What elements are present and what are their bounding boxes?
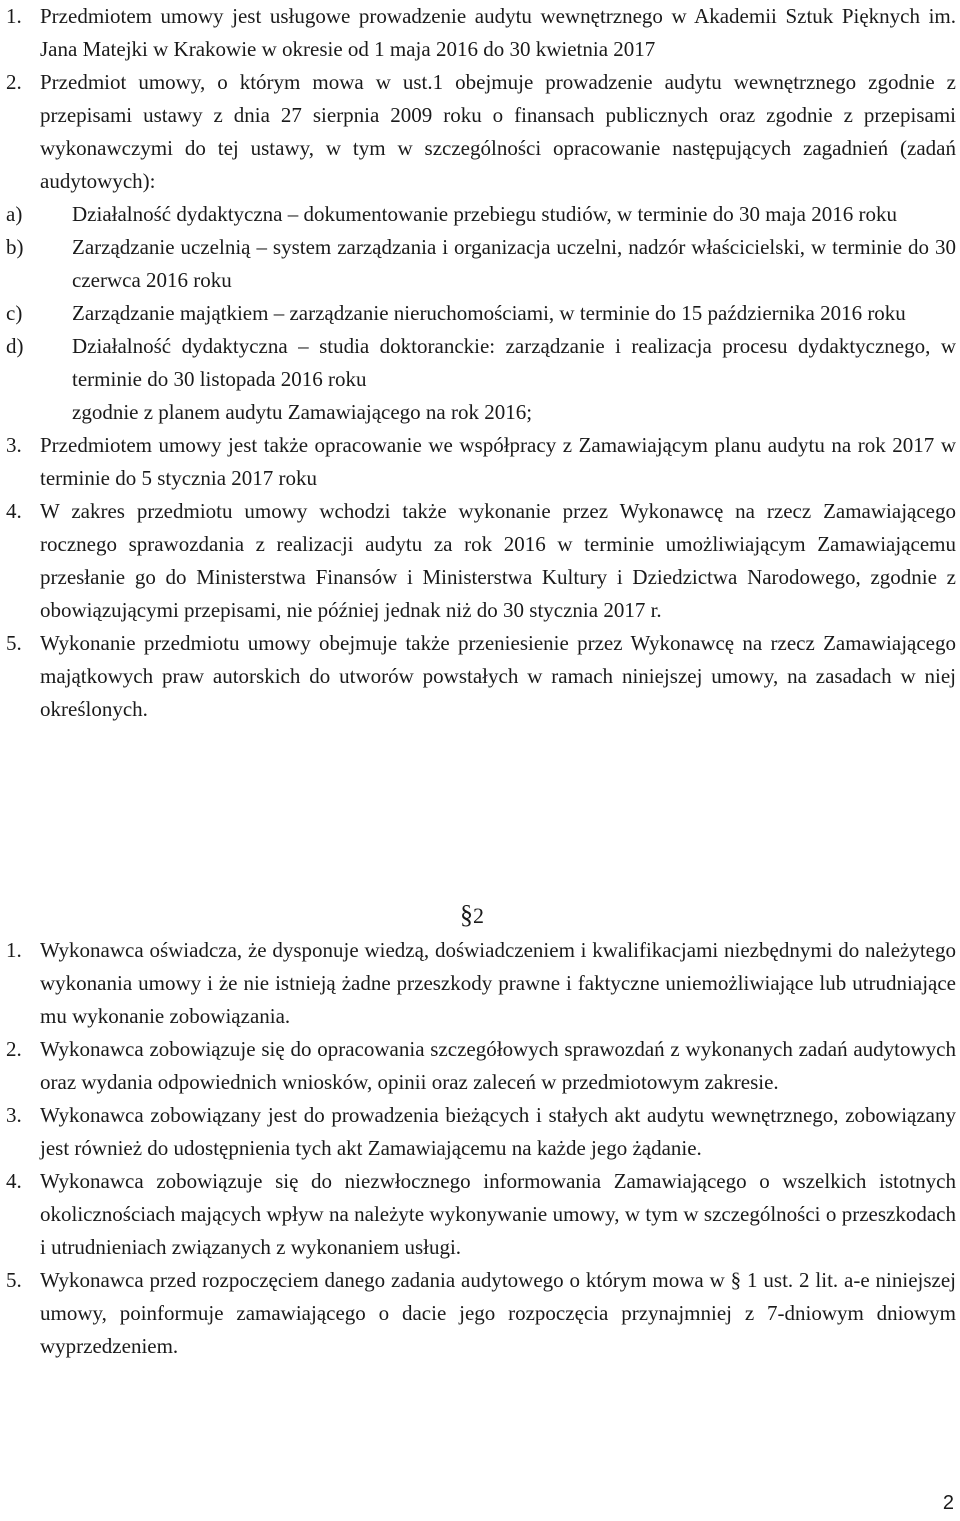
item-text: W zakres przedmiotu umowy wchodzi także wykonanie przez Wykonawcę na rzecz Zamawiającego rocznego sprawozdania z realizacji audytu za rok 2016 w terminie umożliwiającym Zamawiającemu przesłanie go do Ministerstwa Finansów i Ministerstwa Kultury i Dziedzictwa Narodowego, zgodnie z obowiązującymi przepisami, nie później jednak niż do 30 stycznia 2017 r. [40, 499, 956, 622]
item-text: Przedmiotem umowy jest usługowe prowadzenie audytu wewnętrznego w Akademii Sztuk Pięknych im. Jana Matejki w Krakowie w okresie od 1 maja 2016 do 30 kwietnia 2017 [40, 4, 956, 61]
item-text: Wykonawca zobowiązuje się do opracowania szczegółowych sprawozdań z wykonanych zadań audytowych oraz wydania odpowiednich wniosków, opinii oraz zaleceń w przedmiotowym zakresie. [40, 1037, 956, 1094]
paragraph-2-body [0, 934, 956, 1363]
item-number: 1. [6, 4, 22, 28]
item-text: Wykonawca zobowiązuje się do niezwłocznego informowania Zamawiającego o wszelkich istotnych okolicznościach mających wpływ na należyte wykonywanie umowy, w tym w szczególności o przeszkodach i utrudnieniach związanych z wykonaniem usługi. [40, 1169, 956, 1259]
item-number: 5. [6, 1268, 22, 1292]
item-text: Wykonawca przed rozpoczęciem danego zadania audytowego o którym mowa w § 1 ust. 2 lit. a-e niniejszej umowy, poinformuje zamawiającego o dacie jego rozpoczęcia przynajmniej z 7-dniowym dniowym wyprzedzeniem. [40, 1268, 956, 1358]
sub-item-letter: a) [6, 202, 23, 226]
item-number: 2. [6, 1037, 22, 1061]
sub-item-letter: b) [6, 235, 24, 259]
sub-item-letter: d) [6, 334, 24, 358]
sub-item [0, 231, 956, 297]
sub-item [0, 198, 956, 231]
item-number: 3. [6, 1103, 22, 1127]
item-text: Wykonawca oświadcza, że dysponuje wiedzą, doświadczeniem i kwalifikacjami niezbędnymi do należytego wykonania umowy i że nie istnieją żadne przeszkody prawne i faktyczne uniemożliwiające lub utrudniające mu wykonanie zobowiązania. [40, 938, 956, 1028]
list-item [0, 627, 956, 726]
sub-item [0, 330, 956, 396]
sub-item-text: Zarządzanie uczelnią – system zarządzania i organizacja uczelni, nadzór właścicielski, w terminie do 30 czerwca 2016 roku [72, 235, 956, 292]
sub-item-text: Działalność dydaktyczna – dokumentowanie przebiegu studiów, w terminie do 30 maja 2016 roku [72, 202, 897, 226]
item-number: 4. [6, 1169, 22, 1193]
section-sign: § [460, 900, 473, 929]
list-item [0, 1099, 956, 1165]
sub-item [0, 297, 956, 330]
item-number: 4. [6, 499, 22, 523]
item-text: Wykonawca zobowiązany jest do prowadzenia bieżących i stałych akt audytu wewnętrznego, zobowiązany jest również do udostępnienia tych akt Zamawiającemu na każde jego żądanie. [40, 1103, 956, 1160]
item-text: Przedmiot umowy, o którym mowa w ust.1 obejmuje prowadzenie audytu wewnętrznego zgodnie z przepisami ustawy z dnia 27 sierpnia 2009 roku o finansach publicznych oraz zgodnie z przepisami wykonawczymi do tej ustawy, w tym w szczególności opracowanie następujących zagadnień (zadań audytowych): [40, 70, 956, 193]
item-text: Wykonanie przedmiotu umowy obejmuje także przeniesienie przez Wykonawcę na rzecz Zamawiającego majątkowych praw autorskich do utworów powstałych w ramach niniejszej umowy, na zasadach w niej określonych. [40, 631, 956, 721]
item-number: 5. [6, 631, 22, 655]
list-item [0, 1264, 956, 1363]
list-item [0, 1033, 956, 1099]
item-number: 2. [6, 70, 22, 94]
sub-item-text: Działalność dydaktyczna – studia doktoranckie: zarządzanie i realizacja procesu dydaktycznego, w terminie do 30 listopada 2016 roku [72, 334, 956, 391]
sub-item-text: Zarządzanie majątkiem – zarządzanie nieruchomościami, w terminie do 15 października 2016 roku [72, 301, 906, 325]
sub-item-letter: c) [6, 301, 23, 325]
item-text: Przedmiotem umowy jest także opracowanie we współpracy z Zamawiającym planu audytu na rok 2017 w terminie do 5 stycznia 2017 roku [40, 433, 956, 490]
list-item [0, 0, 956, 66]
list-item [0, 66, 956, 198]
section-number: 2 [473, 903, 484, 928]
section-heading [460, 898, 484, 932]
list-item [0, 1165, 956, 1264]
list-item [0, 429, 956, 495]
item-number: 1. [6, 938, 22, 962]
plan-note: zgodnie z planem audytu Zamawiającego na rok 2016; [72, 400, 533, 424]
list-item [0, 495, 956, 627]
item-number: 3. [6, 433, 22, 457]
list-item [0, 934, 956, 1033]
paragraph-1-body [0, 0, 956, 726]
page-number: 2 [942, 1492, 954, 1514]
